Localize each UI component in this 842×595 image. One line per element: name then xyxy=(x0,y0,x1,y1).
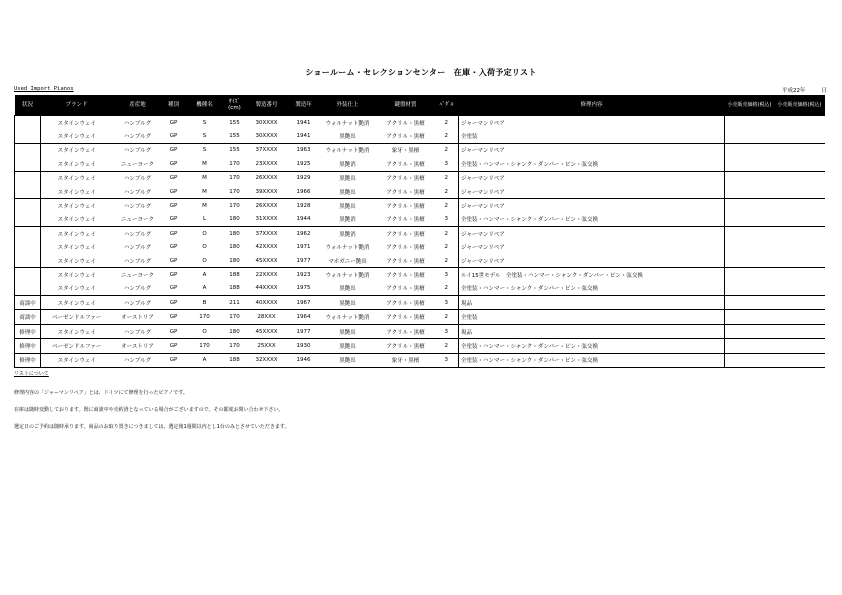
cell-price xyxy=(725,185,775,199)
cell-keys: アクリル・黒檀 xyxy=(386,189,425,196)
cell-repair: ジャーマンリペア xyxy=(459,241,725,254)
cell-brand: スタインウェイ xyxy=(41,171,113,185)
header-origin: 産産地 xyxy=(113,95,163,116)
cell-size: 170 xyxy=(225,171,245,185)
cell-finish: 黒艶出 xyxy=(319,199,377,213)
cell-status: 修理中 xyxy=(15,353,41,367)
cell-keys: アクリル・黒檀 xyxy=(377,324,435,338)
cell-pedal: 3 xyxy=(435,296,459,310)
cell-origin: ハンブルグ xyxy=(113,171,163,185)
table-row xyxy=(15,282,825,296)
cell-serial: 28XXX xyxy=(245,310,289,324)
cell-brand: スタインウェイ xyxy=(57,258,96,265)
cell-size: 155 xyxy=(225,143,245,157)
header-pedal: ﾍﾟﾀﾞﾙ xyxy=(435,95,459,116)
header-status: 状況 xyxy=(15,95,41,116)
header-model: 機種名 xyxy=(185,95,225,116)
list-subtitle: Used Import Pianos xyxy=(14,86,74,92)
note-line: 選定日のご予約は随時承ります。商品のお取り置きにつきましては、選定後1週間以内とし1台のみとさせていただきます。 xyxy=(14,424,290,430)
cell-serial: 31XXXX xyxy=(255,216,278,223)
cell-year: 1925 xyxy=(296,160,311,167)
cell-origin: ハンブルグ xyxy=(113,296,163,310)
cell-finish: 黒艶出 xyxy=(319,324,377,338)
cell-origin: ハンブルグ xyxy=(113,324,163,338)
cell-price xyxy=(775,296,825,310)
cell-status xyxy=(15,116,41,130)
cell-origin: ハンブルグ xyxy=(123,258,152,265)
cell-serial: 37XXXX xyxy=(245,227,289,241)
cell-repair: ジャーマンリペア xyxy=(459,199,725,213)
cell-origin: ニューヨーク xyxy=(120,217,154,224)
cell-price xyxy=(775,241,825,254)
cell-status xyxy=(15,129,41,143)
cell-serial: 23XXXX xyxy=(255,160,278,167)
cell-serial: 42XXXX xyxy=(255,244,278,251)
cell-keys: アクリル・黒檀 xyxy=(377,268,435,282)
header-finish: 外装仕上 xyxy=(319,95,377,116)
header-type: 種別 xyxy=(163,95,185,116)
cell-brand: スタインウェイ xyxy=(57,286,96,293)
cell-type: GP xyxy=(169,244,178,251)
cell-size: 211 xyxy=(225,296,245,310)
table-row xyxy=(15,157,825,171)
cell-repair: 現品 xyxy=(459,296,725,310)
header-year: 製造年 xyxy=(289,95,319,116)
cell-size: 170 xyxy=(225,339,245,353)
cell-model: O xyxy=(202,257,207,264)
cell-price xyxy=(775,282,825,296)
notes-heading: リストについて xyxy=(14,371,49,377)
notes-section xyxy=(14,370,289,440)
cell-price xyxy=(775,339,825,353)
cell-repair: ルイ15世モデル 全塗装・ハンマー・シャンク・ダンパー・ピン・弦交換 xyxy=(459,268,725,282)
cell-model: L xyxy=(202,216,207,223)
day-label: 日 xyxy=(821,88,828,94)
cell-pedal: 2 xyxy=(444,188,448,195)
cell-origin: ハンブルグ xyxy=(123,286,152,293)
cell-keys: アクリル・黒檀 xyxy=(386,245,425,252)
cell-status: 商談中 xyxy=(15,310,41,324)
table-row xyxy=(15,339,825,353)
cell-year: 1929 xyxy=(289,171,319,185)
cell-size: 188 xyxy=(225,268,245,282)
cell-brand: スタインウェイ xyxy=(41,116,113,130)
cell-keys: 象牙・黒檀 xyxy=(377,353,435,367)
cell-size: 155 xyxy=(229,133,240,140)
cell-finish: 黒艶出 xyxy=(339,189,356,196)
cell-price xyxy=(725,268,775,282)
cell-size: 180 xyxy=(229,244,240,251)
cell-type: GP xyxy=(169,133,178,140)
cell-finish: 黒艶出 xyxy=(339,134,356,141)
cell-type: GP xyxy=(163,296,185,310)
table-row xyxy=(15,213,825,227)
cell-price xyxy=(775,268,825,282)
cell-price xyxy=(775,324,825,338)
cell-model: M xyxy=(185,199,225,213)
cell-type: GP xyxy=(163,353,185,367)
table-row xyxy=(15,241,825,254)
cell-pedal: 3 xyxy=(435,353,459,367)
header-serial: 製造番号 xyxy=(245,95,289,116)
cell-brand: スタインウェイ xyxy=(41,199,113,213)
cell-size: 188 xyxy=(229,285,240,292)
cell-status xyxy=(15,268,41,282)
cell-year: 1964 xyxy=(289,310,319,324)
cell-serial: 45XXXX xyxy=(255,257,278,264)
cell-keys: アクリル・黒檀 xyxy=(377,227,435,241)
cell-pedal: 2 xyxy=(435,171,459,185)
note-line: 修理内容の「ジャーマンリペア」とは、ドイツにて修理を行ったピアノです。 xyxy=(14,390,188,396)
cell-price xyxy=(775,353,825,367)
cell-size: 188 xyxy=(225,353,245,367)
table-row xyxy=(15,254,825,268)
cell-price xyxy=(775,129,825,143)
cell-price xyxy=(725,157,775,171)
cell-price xyxy=(775,171,825,185)
cell-size: 180 xyxy=(229,257,240,264)
cell-keys: アクリル・黒檀 xyxy=(386,258,425,265)
cell-model: A xyxy=(185,268,225,282)
cell-repair: ジャーマンリペア xyxy=(459,171,725,185)
cell-model: S xyxy=(185,116,225,130)
table-row xyxy=(15,116,825,130)
cell-price xyxy=(725,241,775,254)
cell-size: 180 xyxy=(225,324,245,338)
cell-pedal: 2 xyxy=(435,143,459,157)
cell-size: 180 xyxy=(229,216,240,223)
cell-pedal: 2 xyxy=(435,227,459,241)
cell-finish: 黒艶消 xyxy=(339,161,356,168)
cell-model: M xyxy=(202,160,207,167)
cell-price xyxy=(775,143,825,157)
cell-brand: スタインウェイ xyxy=(57,217,96,224)
header-repair: 修理内容 xyxy=(459,95,725,116)
cell-model: S xyxy=(202,133,207,140)
era-year: 平成22年 xyxy=(782,88,806,94)
cell-size: 155 xyxy=(225,116,245,130)
cell-model: 170 xyxy=(185,339,225,353)
cell-keys: アクリル・黒檀 xyxy=(386,217,425,224)
cell-price xyxy=(725,310,775,324)
cell-origin: ハンブルグ xyxy=(113,116,163,130)
cell-pedal: 2 xyxy=(444,133,448,140)
cell-finish: マホガニー艶出 xyxy=(328,258,367,265)
table-row xyxy=(15,324,825,338)
cell-size: 170 xyxy=(225,310,245,324)
cell-serial: 30XXXX xyxy=(255,133,278,140)
cell-price xyxy=(725,143,775,157)
cell-price xyxy=(775,310,825,324)
cell-year: 1963 xyxy=(289,143,319,157)
cell-brand: ベーゼンドルファー xyxy=(41,339,113,353)
cell-model: O xyxy=(202,244,207,251)
cell-brand: スタインウェイ xyxy=(57,245,96,252)
cell-brand: スタインウェイ xyxy=(41,353,113,367)
cell-size: 170 xyxy=(229,188,240,195)
cell-price xyxy=(725,254,775,268)
cell-repair: 全塗装・ハンマー・シャンク・ダンパー・ピン・弦交換 xyxy=(459,213,725,227)
cell-year: 1977 xyxy=(289,324,319,338)
cell-repair: ジャーマンリペア xyxy=(459,143,725,157)
cell-type: GP xyxy=(163,199,185,213)
cell-type: GP xyxy=(169,160,178,167)
cell-serial: 26XXXX xyxy=(245,199,289,213)
cell-repair: 全塗装 xyxy=(459,129,725,143)
cell-price xyxy=(775,116,825,130)
header-price-2: 小売販売価格(税込) xyxy=(775,95,825,116)
cell-year: 1941 xyxy=(289,116,319,130)
cell-year: 1946 xyxy=(289,353,319,367)
cell-serial: 39XXXX xyxy=(255,188,278,195)
cell-status: 修理中 xyxy=(15,339,41,353)
cell-year: 1971 xyxy=(296,244,311,251)
cell-brand: ベーゼンドルファー xyxy=(41,310,113,324)
cell-finish: 黒艶出 xyxy=(319,171,377,185)
cell-status xyxy=(15,254,41,268)
cell-finish: ウォルナット艶消 xyxy=(325,245,370,252)
cell-pedal: 3 xyxy=(435,324,459,338)
cell-status xyxy=(15,227,41,241)
cell-pedal: 2 xyxy=(435,199,459,213)
cell-finish: 黒艶出 xyxy=(319,296,377,310)
cell-status xyxy=(15,213,41,227)
cell-size: 170 xyxy=(225,199,245,213)
cell-status xyxy=(15,143,41,157)
cell-status xyxy=(15,282,41,296)
cell-serial: 40XXXX xyxy=(245,296,289,310)
cell-keys: 象牙・黒檀 xyxy=(377,143,435,157)
cell-price xyxy=(725,213,775,227)
cell-finish: 黒艶出 xyxy=(319,353,377,367)
cell-type: GP xyxy=(169,216,178,223)
cell-origin: ハンブルグ xyxy=(123,134,152,141)
cell-repair: ジャーマンリペア xyxy=(459,116,725,130)
cell-serial: 32XXXX xyxy=(245,353,289,367)
cell-repair: 全塗装・ハンマー・シャンク・ダンパー・ピン・弦交換 xyxy=(459,339,725,353)
cell-origin: オーストリア xyxy=(113,339,163,353)
cell-price xyxy=(725,129,775,143)
cell-price xyxy=(725,296,775,310)
cell-pedal: 2 xyxy=(444,244,448,251)
cell-brand: スタインウェイ xyxy=(41,143,113,157)
cell-brand: スタインウェイ xyxy=(57,161,96,168)
header-brand: ブランド xyxy=(41,95,113,116)
cell-repair: ジャーマンリペア xyxy=(459,254,725,268)
cell-origin: ハンブルグ xyxy=(113,353,163,367)
header-row xyxy=(15,95,825,116)
cell-origin: ハンブルグ xyxy=(113,143,163,157)
cell-price xyxy=(725,171,775,185)
cell-origin: ニューヨーク xyxy=(120,161,154,168)
cell-pedal: 2 xyxy=(444,257,448,264)
table-row xyxy=(15,171,825,185)
cell-keys: アクリル・黒檀 xyxy=(377,199,435,213)
cell-price xyxy=(775,227,825,241)
cell-repair: ジャーマンリペア xyxy=(459,185,725,199)
table-row xyxy=(15,143,825,157)
cell-model: B xyxy=(185,296,225,310)
cell-serial: 25XXX xyxy=(245,339,289,353)
cell-type: GP xyxy=(163,116,185,130)
cell-serial: 26XXXX xyxy=(245,171,289,185)
cell-model: A xyxy=(185,353,225,367)
cell-type: GP xyxy=(163,268,185,282)
cell-price xyxy=(725,324,775,338)
cell-keys: アクリル・黒檀 xyxy=(377,296,435,310)
cell-type: GP xyxy=(163,339,185,353)
cell-model: A xyxy=(202,285,207,292)
page-title: ショールーム・セレクションセンター 在庫・入荷予定リスト xyxy=(305,68,537,77)
cell-size: 170 xyxy=(229,160,240,167)
cell-origin: ハンブルグ xyxy=(113,227,163,241)
cell-repair: 現品 xyxy=(459,324,725,338)
cell-model: 170 xyxy=(185,310,225,324)
cell-keys: アクリル・黒檀 xyxy=(377,116,435,130)
cell-keys: アクリル・黒檀 xyxy=(386,161,425,168)
cell-type: GP xyxy=(163,171,185,185)
cell-brand: スタインウェイ xyxy=(41,296,113,310)
inventory-table xyxy=(14,95,825,368)
cell-price xyxy=(725,227,775,241)
cell-pedal: 3 xyxy=(435,268,459,282)
cell-finish: 黒艶出 xyxy=(319,339,377,353)
cell-serial: 44XXXX xyxy=(255,285,278,292)
cell-origin: ハンブルグ xyxy=(123,245,152,252)
cell-model: O xyxy=(185,227,225,241)
cell-finish: ウォルナット艶消 xyxy=(319,268,377,282)
cell-price xyxy=(775,157,825,171)
table-row xyxy=(15,310,825,324)
cell-year: 1975 xyxy=(296,285,311,292)
note-line: 在庫は随時変動しております。既に商談中や売約済となっている場合がございますので、その都度お問い合わせ下さい。 xyxy=(14,407,284,413)
cell-type: GP xyxy=(163,310,185,324)
cell-type: GP xyxy=(163,143,185,157)
cell-year: 1941 xyxy=(296,133,311,140)
cell-year: 1923 xyxy=(289,268,319,282)
table-row xyxy=(15,353,825,367)
cell-price xyxy=(725,282,775,296)
cell-pedal: 3 xyxy=(444,160,448,167)
cell-finish: 黒艶消 xyxy=(339,217,356,224)
cell-finish: 黒艶消 xyxy=(319,227,377,241)
cell-pedal: 2 xyxy=(444,285,448,292)
cell-serial: 45XXXX xyxy=(245,324,289,338)
cell-pedal: 2 xyxy=(435,310,459,324)
cell-repair: 全塗装・ハンマー・シャンク・ダンパー・ピン・弦交換 xyxy=(459,282,725,296)
cell-model: M xyxy=(185,171,225,185)
cell-status xyxy=(15,171,41,185)
cell-repair: 全塗装・ハンマー・シャンク・ダンパー・ピン・弦交換 xyxy=(459,157,725,171)
cell-origin: ニューヨーク xyxy=(113,268,163,282)
cell-finish: ウォルナット艶消 xyxy=(319,310,377,324)
cell-price xyxy=(775,185,825,199)
cell-origin: オーストリア xyxy=(113,310,163,324)
cell-type: GP xyxy=(169,285,178,292)
cell-year: 1962 xyxy=(289,227,319,241)
table-row xyxy=(15,185,825,199)
table-row xyxy=(15,268,825,282)
cell-brand: スタインウェイ xyxy=(57,134,96,141)
cell-year: 1967 xyxy=(289,296,319,310)
cell-brand: スタインウェイ xyxy=(41,268,113,282)
cell-type: GP xyxy=(169,257,178,264)
cell-finish: ウォルナット艶消 xyxy=(319,143,377,157)
cell-repair: 全塗装・ハンマー・シャンク・ダンパー・ピン・弦交換 xyxy=(459,353,725,367)
cell-year: 1977 xyxy=(296,257,311,264)
cell-price xyxy=(725,353,775,367)
cell-status xyxy=(15,199,41,213)
cell-status: 修理中 xyxy=(15,324,41,338)
cell-keys: アクリル・黒檀 xyxy=(386,286,425,293)
cell-brand: スタインウェイ xyxy=(41,324,113,338)
header-price-1: 小売販売価格(税込) xyxy=(725,95,775,116)
header-keys: 鍵盤材質 xyxy=(377,95,435,116)
cell-serial: 30XXXX xyxy=(245,116,289,130)
cell-pedal: 2 xyxy=(435,116,459,130)
cell-size: 180 xyxy=(225,227,245,241)
table-row xyxy=(15,129,825,143)
cell-status: 商談中 xyxy=(15,296,41,310)
cell-type: GP xyxy=(163,324,185,338)
cell-price xyxy=(775,199,825,213)
cell-keys: アクリル・黒檀 xyxy=(386,134,425,141)
table-row xyxy=(15,199,825,213)
cell-origin: ハンブルグ xyxy=(113,199,163,213)
cell-status xyxy=(15,185,41,199)
cell-model: S xyxy=(185,143,225,157)
cell-repair: 全塗装 xyxy=(459,310,725,324)
cell-serial: 22XXXX xyxy=(245,268,289,282)
cell-model: O xyxy=(185,324,225,338)
cell-keys: アクリル・黒檀 xyxy=(377,171,435,185)
cell-price xyxy=(725,339,775,353)
cell-finish: ウォルナット艶消 xyxy=(319,116,377,130)
cell-type: GP xyxy=(169,188,178,195)
table-row xyxy=(15,296,825,310)
cell-pedal: 2 xyxy=(435,339,459,353)
cell-origin: ハンブルグ xyxy=(123,189,152,196)
cell-brand: スタインウェイ xyxy=(57,189,96,196)
date-label xyxy=(782,86,827,94)
cell-keys: アクリル・黒檀 xyxy=(377,339,435,353)
cell-type: GP xyxy=(163,227,185,241)
cell-year: 1930 xyxy=(289,339,319,353)
cell-year: 1928 xyxy=(289,199,319,213)
cell-status xyxy=(15,157,41,171)
cell-price xyxy=(775,213,825,227)
cell-serial: 37XXXX xyxy=(245,143,289,157)
cell-model: M xyxy=(202,188,207,195)
cell-keys: アクリル・黒檀 xyxy=(377,310,435,324)
cell-brand: スタインウェイ xyxy=(41,227,113,241)
cell-price xyxy=(725,199,775,213)
cell-repair: ジャーマンリペア xyxy=(459,227,725,241)
cell-year: 1966 xyxy=(296,188,311,195)
cell-pedal: 3 xyxy=(444,216,448,223)
cell-status xyxy=(15,241,41,254)
table-row xyxy=(15,227,825,241)
cell-year: 1944 xyxy=(296,216,311,223)
cell-price xyxy=(725,116,775,130)
cell-finish: 黒艶出 xyxy=(339,286,356,293)
cell-price xyxy=(775,254,825,268)
header-size: ｻｲｽﾞ(cm) xyxy=(225,95,245,116)
